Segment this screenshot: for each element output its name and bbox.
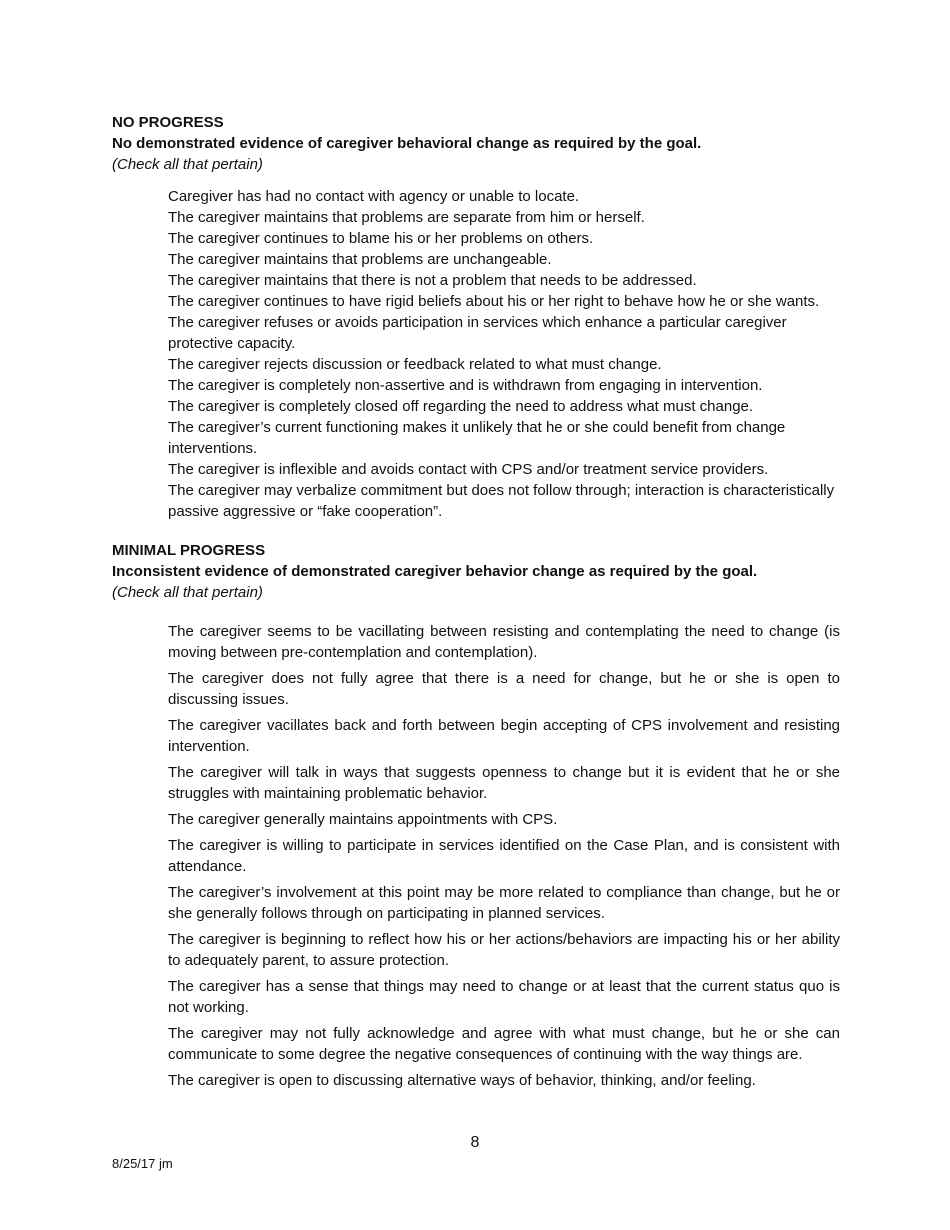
- minimal-progress-section: [112, 540, 840, 1091]
- section-subtitle: Inconsistent evidence of demonstrated caregiver behavior change as required by the goal.: [112, 563, 758, 580]
- list-item: The caregiver generally maintains appointments with CPS.: [168, 811, 558, 828]
- list-item: The caregiver maintains that there is not a problem that needs to be addressed.: [168, 272, 697, 289]
- list-item: Caregiver has had no contact with agency or unable to locate.: [168, 188, 580, 205]
- list-item: The caregiver refuses or avoids participation in services which enhance a particular caregiver protective capacity.: [168, 314, 787, 352]
- no-progress-list: [112, 186, 840, 522]
- list-item: The caregiver vacillates back and forth between begin accepting of CPS involvement and resisting intervention.: [168, 717, 840, 755]
- section-title: MINIMAL PROGRESS: [112, 542, 266, 559]
- section-title: NO PROGRESS: [112, 114, 224, 131]
- list-item: The caregiver is willing to participate in services identified on the Case Plan, and is consistent with attendance.: [168, 837, 840, 875]
- list-item: The caregiver rejects discussion or feedback related to what must change.: [168, 356, 662, 373]
- list-item: The caregiver maintains that problems are unchangeable.: [168, 251, 552, 268]
- list-item: The caregiver maintains that problems are separate from him or herself.: [168, 209, 645, 226]
- list-item: The caregiver may not fully acknowledge and agree with what must change, but he or she can communicate to some degree the negative consequences of continuing with the way things are.: [168, 1025, 840, 1063]
- page-number: 8: [470, 1134, 480, 1151]
- list-item: The caregiver is completely closed off regarding the need to address what must change.: [168, 398, 754, 415]
- section-subtitle: No demonstrated evidence of caregiver behavioral change as required by the goal.: [112, 135, 702, 152]
- list-item: The caregiver does not fully agree that there is a need for change, but he or she is open to discussing issues.: [168, 670, 840, 708]
- list-item: The caregiver continues to have rigid beliefs about his or her right to behave how he or she wants.: [168, 293, 820, 310]
- list-item: The caregiver may verbalize commitment but does not follow through; interaction is characteristically passive aggressive or “fake cooperation”.: [168, 482, 835, 520]
- list-item: The caregiver seems to be vacillating between resisting and contemplating the need to change (is moving between pre-contemplation and contemplation).: [168, 623, 840, 661]
- document-page: [112, 112, 840, 1096]
- footer-date-note: 8/25/17 jm: [112, 1156, 173, 1171]
- list-item: The caregiver continues to blame his or her problems on others.: [168, 230, 594, 247]
- section-note: (Check all that pertain): [112, 584, 263, 601]
- list-item: The caregiver is inflexible and avoids contact with CPS and/or treatment service providers.: [168, 461, 769, 478]
- list-item: The caregiver’s current functioning makes it unlikely that he or she could benefit from change interventions.: [168, 419, 786, 457]
- list-item: The caregiver has a sense that things may need to change or at least that the current status quo is not working.: [168, 978, 840, 1016]
- no-progress-section: [112, 112, 840, 522]
- list-item: The caregiver is beginning to reflect how his or her actions/behaviors are impacting his or her ability to adequately parent, to assure protection.: [168, 931, 840, 969]
- list-item: The caregiver will talk in ways that suggests openness to change but it is evident that he or she struggles with maintaining problematic behavior.: [168, 764, 840, 802]
- section-note: (Check all that pertain): [112, 156, 263, 173]
- list-item: The caregiver’s involvement at this point may be more related to compliance than change, but he or she generally follows through on participating in planned services.: [168, 884, 840, 922]
- list-item: The caregiver is open to discussing alternative ways of behavior, thinking, and/or feeling.: [168, 1072, 756, 1089]
- list-item: The caregiver is completely non-assertive and is withdrawn from engaging in intervention.: [168, 377, 763, 394]
- minimal-progress-list: [112, 621, 840, 1091]
